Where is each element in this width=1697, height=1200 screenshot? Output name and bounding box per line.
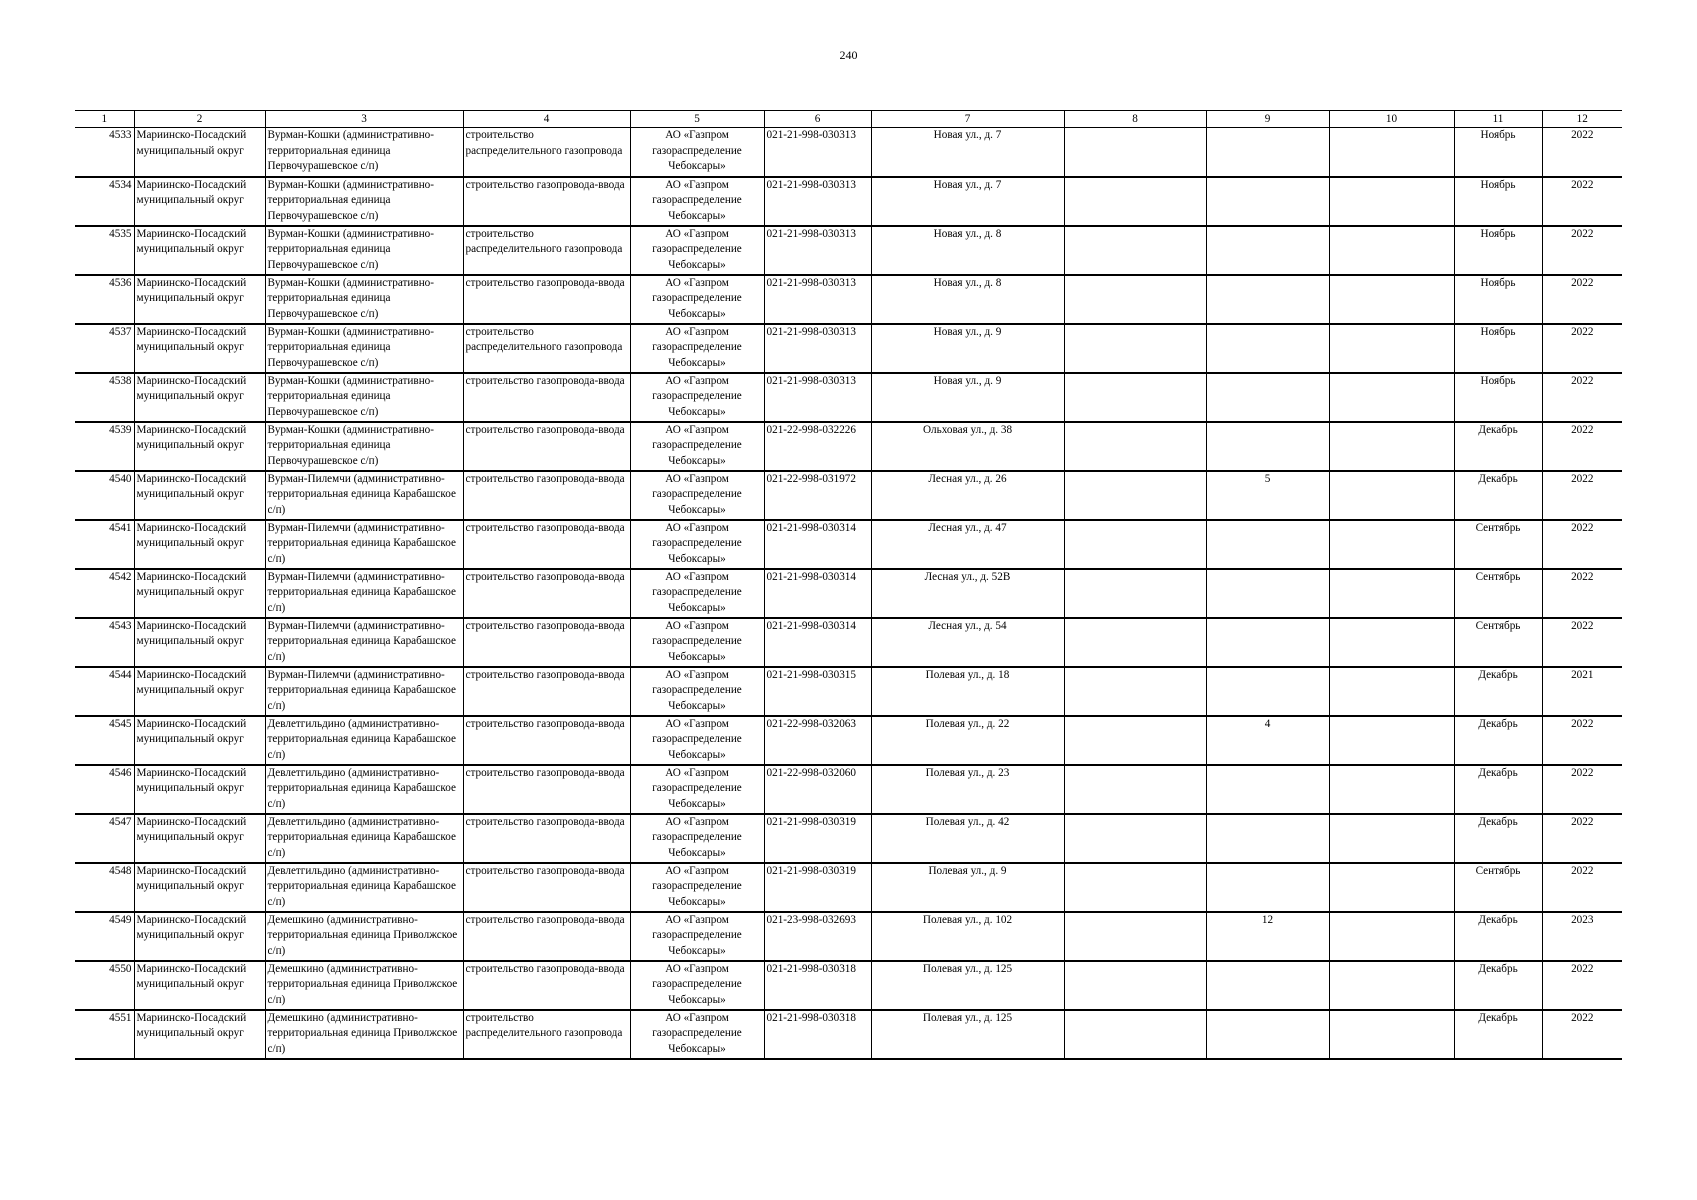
locality-cell: Вурман-Кошки (административно-территориальная единица Первочурашевское с/п) xyxy=(265,177,463,226)
column-header-5: 5 xyxy=(630,111,764,128)
row-number-cell: 4544 xyxy=(75,667,134,716)
address-cell: Новая ул., д. 8 xyxy=(871,226,1064,275)
column-8-cell xyxy=(1064,667,1206,716)
year-cell: 2023 xyxy=(1542,912,1622,961)
column-9-cell: 4 xyxy=(1206,716,1329,765)
work-type-cell: строительство газопровода-ввода xyxy=(463,961,630,1010)
year-cell: 2022 xyxy=(1542,569,1622,618)
row-number-cell: 4537 xyxy=(75,324,134,373)
year-cell: 2022 xyxy=(1542,422,1622,471)
locality-cell: Вурман-Пилемчи (административно-территориальная единица Карабашское с/п) xyxy=(265,569,463,618)
address-cell: Новая ул., д. 8 xyxy=(871,275,1064,324)
table-row xyxy=(75,128,1622,177)
year-cell: 2022 xyxy=(1542,275,1622,324)
column-10-cell xyxy=(1329,373,1454,422)
organization-cell: АО «Газпром газораспределение Чебоксары» xyxy=(630,373,764,422)
address-cell: Полевая ул., д. 23 xyxy=(871,765,1064,814)
column-9-cell xyxy=(1206,422,1329,471)
table-row xyxy=(75,618,1622,667)
column-8-cell xyxy=(1064,1010,1206,1059)
locality-cell: Демешкино (административно-территориальная единица Приволжское с/п) xyxy=(265,1010,463,1059)
month-cell: Ноябрь xyxy=(1454,226,1542,275)
work-type-cell: строительство газопровода-ввода xyxy=(463,520,630,569)
column-10-cell xyxy=(1329,667,1454,716)
district-cell: Мариинско-Посадский муниципальный округ xyxy=(134,1010,265,1059)
year-cell: 2022 xyxy=(1542,471,1622,520)
row-number-cell: 4545 xyxy=(75,716,134,765)
locality-cell: Демешкино (административно-территориальная единица Приволжское с/п) xyxy=(265,912,463,961)
table-row xyxy=(75,226,1622,275)
address-cell: Лесная ул., д. 47 xyxy=(871,520,1064,569)
object-code-cell: 021-21-998-030313 xyxy=(764,128,871,177)
district-cell: Мариинско-Посадский муниципальный округ xyxy=(134,814,265,863)
year-cell: 2022 xyxy=(1542,618,1622,667)
year-cell: 2022 xyxy=(1542,716,1622,765)
table-row xyxy=(75,569,1622,618)
column-8-cell xyxy=(1064,912,1206,961)
work-type-cell: строительство газопровода-ввода xyxy=(463,422,630,471)
column-8-cell xyxy=(1064,863,1206,912)
work-type-cell: строительство газопровода-ввода xyxy=(463,667,630,716)
district-cell: Мариинско-Посадский муниципальный округ xyxy=(134,128,265,177)
year-cell: 2022 xyxy=(1542,226,1622,275)
address-cell: Полевая ул., д. 102 xyxy=(871,912,1064,961)
address-cell: Лесная ул., д. 26 xyxy=(871,471,1064,520)
address-cell: Новая ул., д. 7 xyxy=(871,177,1064,226)
organization-cell: АО «Газпром газораспределение Чебоксары» xyxy=(630,177,764,226)
district-cell: Мариинско-Посадский муниципальный округ xyxy=(134,520,265,569)
work-type-cell: строительство распределительного газопровода xyxy=(463,128,630,177)
year-cell: 2022 xyxy=(1542,520,1622,569)
column-10-cell xyxy=(1329,324,1454,373)
table-row xyxy=(75,422,1622,471)
month-cell: Декабрь xyxy=(1454,667,1542,716)
row-number-cell: 4547 xyxy=(75,814,134,863)
column-10-cell xyxy=(1329,471,1454,520)
organization-cell: АО «Газпром газораспределение Чебоксары» xyxy=(630,471,764,520)
locality-cell: Девлетгильдино (административно-территориальная единица Карабашское с/п) xyxy=(265,814,463,863)
column-8-cell xyxy=(1064,275,1206,324)
work-type-cell: строительство распределительного газопровода xyxy=(463,324,630,373)
column-8-cell xyxy=(1064,226,1206,275)
work-type-cell: строительство газопровода-ввода xyxy=(463,177,630,226)
table-row xyxy=(75,716,1622,765)
locality-cell: Вурман-Пилемчи (административно-территориальная единица Карабашское с/п) xyxy=(265,667,463,716)
work-type-cell: строительство газопровода-ввода xyxy=(463,863,630,912)
district-cell: Мариинско-Посадский муниципальный округ xyxy=(134,569,265,618)
district-cell: Мариинско-Посадский муниципальный округ xyxy=(134,373,265,422)
column-8-cell xyxy=(1064,520,1206,569)
district-cell: Мариинско-Посадский муниципальный округ xyxy=(134,961,265,1010)
address-cell: Новая ул., д. 9 xyxy=(871,324,1064,373)
month-cell: Декабрь xyxy=(1454,912,1542,961)
column-header-2: 2 xyxy=(134,111,265,128)
object-code-cell: 021-23-998-032693 xyxy=(764,912,871,961)
column-10-cell xyxy=(1329,128,1454,177)
column-9-cell xyxy=(1206,1010,1329,1059)
address-cell: Лесная ул., д. 52В xyxy=(871,569,1064,618)
month-cell: Декабрь xyxy=(1454,422,1542,471)
column-10-cell xyxy=(1329,177,1454,226)
row-number-cell: 4534 xyxy=(75,177,134,226)
column-10-cell xyxy=(1329,226,1454,275)
table-row xyxy=(75,912,1622,961)
object-code-cell: 021-22-998-032060 xyxy=(764,765,871,814)
column-header-10: 10 xyxy=(1329,111,1454,128)
column-9-cell xyxy=(1206,961,1329,1010)
month-cell: Декабрь xyxy=(1454,765,1542,814)
header-row xyxy=(75,111,1622,128)
year-cell: 2022 xyxy=(1542,765,1622,814)
organization-cell: АО «Газпром газораспределение Чебоксары» xyxy=(630,422,764,471)
work-type-cell: строительство газопровода-ввода xyxy=(463,373,630,422)
column-9-cell xyxy=(1206,667,1329,716)
organization-cell: АО «Газпром газораспределение Чебоксары» xyxy=(630,618,764,667)
organization-cell: АО «Газпром газораспределение Чебоксары» xyxy=(630,961,764,1010)
column-header-11: 11 xyxy=(1454,111,1542,128)
district-cell: Мариинско-Посадский муниципальный округ xyxy=(134,275,265,324)
object-code-cell: 021-22-998-032063 xyxy=(764,716,871,765)
row-number-cell: 4543 xyxy=(75,618,134,667)
column-8-cell xyxy=(1064,961,1206,1010)
year-cell: 2022 xyxy=(1542,373,1622,422)
district-cell: Мариинско-Посадский муниципальный округ xyxy=(134,863,265,912)
locality-cell: Вурман-Кошки (административно-территориальная единица Первочурашевское с/п) xyxy=(265,128,463,177)
column-9-cell xyxy=(1206,814,1329,863)
column-10-cell xyxy=(1329,618,1454,667)
month-cell: Декабрь xyxy=(1454,814,1542,863)
row-number-cell: 4551 xyxy=(75,1010,134,1059)
column-9-cell xyxy=(1206,373,1329,422)
table-row xyxy=(75,471,1622,520)
column-9-cell: 12 xyxy=(1206,912,1329,961)
work-type-cell: строительство распределительного газопровода xyxy=(463,1010,630,1059)
column-header-9: 9 xyxy=(1206,111,1329,128)
column-9-cell: 5 xyxy=(1206,471,1329,520)
locality-cell: Девлетгильдино (административно-территориальная единица Карабашское с/п) xyxy=(265,716,463,765)
column-10-cell xyxy=(1329,716,1454,765)
row-number-cell: 4535 xyxy=(75,226,134,275)
column-8-cell xyxy=(1064,569,1206,618)
row-number-cell: 4536 xyxy=(75,275,134,324)
year-cell: 2021 xyxy=(1542,667,1622,716)
month-cell: Ноябрь xyxy=(1454,275,1542,324)
column-8-cell xyxy=(1064,471,1206,520)
year-cell: 2022 xyxy=(1542,177,1622,226)
address-cell: Полевая ул., д. 42 xyxy=(871,814,1064,863)
district-cell: Мариинско-Посадский муниципальный округ xyxy=(134,912,265,961)
table-row xyxy=(75,177,1622,226)
row-number-cell: 4546 xyxy=(75,765,134,814)
work-type-cell: строительство газопровода-ввода xyxy=(463,618,630,667)
column-8-cell xyxy=(1064,422,1206,471)
column-8-cell xyxy=(1064,814,1206,863)
column-9-cell xyxy=(1206,863,1329,912)
object-code-cell: 021-21-998-030318 xyxy=(764,1010,871,1059)
work-type-cell: строительство газопровода-ввода xyxy=(463,569,630,618)
object-code-cell: 021-21-998-030319 xyxy=(764,814,871,863)
object-code-cell: 021-21-998-030314 xyxy=(764,618,871,667)
table-row xyxy=(75,961,1622,1010)
month-cell: Декабрь xyxy=(1454,471,1542,520)
month-cell: Сентябрь xyxy=(1454,569,1542,618)
address-cell: Полевая ул., д. 22 xyxy=(871,716,1064,765)
organization-cell: АО «Газпром газораспределение Чебоксары» xyxy=(630,716,764,765)
district-cell: Мариинско-Посадский муниципальный округ xyxy=(134,667,265,716)
locality-cell: Вурман-Пилемчи (административно-территориальная единица Карабашское с/п) xyxy=(265,520,463,569)
row-number-cell: 4538 xyxy=(75,373,134,422)
address-cell: Полевая ул., д. 125 xyxy=(871,961,1064,1010)
locality-cell: Вурман-Кошки (административно-территориальная единица Первочурашевское с/п) xyxy=(265,275,463,324)
year-cell: 2022 xyxy=(1542,128,1622,177)
column-header-3: 3 xyxy=(265,111,463,128)
row-number-cell: 4548 xyxy=(75,863,134,912)
object-code-cell: 021-21-998-030313 xyxy=(764,373,871,422)
row-number-cell: 4541 xyxy=(75,520,134,569)
organization-cell: АО «Газпром газораспределение Чебоксары» xyxy=(630,912,764,961)
column-10-cell xyxy=(1329,1010,1454,1059)
table-row xyxy=(75,520,1622,569)
object-code-cell: 021-21-998-030319 xyxy=(764,863,871,912)
organization-cell: АО «Газпром газораспределение Чебоксары» xyxy=(630,226,764,275)
column-9-cell xyxy=(1206,324,1329,373)
district-cell: Мариинско-Посадский муниципальный округ xyxy=(134,618,265,667)
table-row xyxy=(75,373,1622,422)
column-header-1: 1 xyxy=(75,111,134,128)
organization-cell: АО «Газпром газораспределение Чебоксары» xyxy=(630,765,764,814)
locality-cell: Вурман-Кошки (административно-территориальная единица Первочурашевское с/п) xyxy=(265,226,463,275)
column-10-cell xyxy=(1329,765,1454,814)
organization-cell: АО «Газпром газораспределение Чебоксары» xyxy=(630,863,764,912)
month-cell: Декабрь xyxy=(1454,1010,1542,1059)
column-8-cell xyxy=(1064,716,1206,765)
table-row xyxy=(75,275,1622,324)
object-code-cell: 021-21-998-030313 xyxy=(764,324,871,373)
page-number: 240 xyxy=(839,48,858,62)
month-cell: Декабрь xyxy=(1454,716,1542,765)
column-header-6: 6 xyxy=(764,111,871,128)
year-cell: 2022 xyxy=(1542,324,1622,373)
district-cell: Мариинско-Посадский муниципальный округ xyxy=(134,324,265,373)
column-10-cell xyxy=(1329,275,1454,324)
district-cell: Мариинско-Посадский муниципальный округ xyxy=(134,422,265,471)
table-body xyxy=(75,128,1622,1059)
row-number-cell: 4539 xyxy=(75,422,134,471)
column-8-cell xyxy=(1064,765,1206,814)
table-row xyxy=(75,667,1622,716)
row-number-cell: 4533 xyxy=(75,128,134,177)
district-cell: Мариинско-Посадский муниципальный округ xyxy=(134,226,265,275)
locality-cell: Вурман-Пилемчи (административно-территориальная единица Карабашское с/п) xyxy=(265,471,463,520)
column-10-cell xyxy=(1329,569,1454,618)
column-header-4: 4 xyxy=(463,111,630,128)
column-10-cell xyxy=(1329,961,1454,1010)
table-row xyxy=(75,1010,1622,1059)
month-cell: Сентябрь xyxy=(1454,863,1542,912)
object-code-cell: 021-21-998-030313 xyxy=(764,177,871,226)
object-code-cell: 021-21-998-030313 xyxy=(764,275,871,324)
column-8-cell xyxy=(1064,177,1206,226)
year-cell: 2022 xyxy=(1542,814,1622,863)
column-9-cell xyxy=(1206,520,1329,569)
locality-cell: Вурман-Кошки (административно-территориальная единица Первочурашевское с/п) xyxy=(265,422,463,471)
month-cell: Сентябрь xyxy=(1454,520,1542,569)
address-cell: Лесная ул., д. 54 xyxy=(871,618,1064,667)
address-cell: Новая ул., д. 9 xyxy=(871,373,1064,422)
locality-cell: Вурман-Пилемчи (административно-территориальная единица Карабашское с/п) xyxy=(265,618,463,667)
row-number-cell: 4549 xyxy=(75,912,134,961)
organization-cell: АО «Газпром газораспределение Чебоксары» xyxy=(630,324,764,373)
column-8-cell xyxy=(1064,373,1206,422)
column-9-cell xyxy=(1206,765,1329,814)
district-cell: Мариинско-Посадский муниципальный округ xyxy=(134,716,265,765)
column-9-cell xyxy=(1206,275,1329,324)
object-code-cell: 021-22-998-032226 xyxy=(764,422,871,471)
district-cell: Мариинско-Посадский муниципальный округ xyxy=(134,471,265,520)
column-header-7: 7 xyxy=(871,111,1064,128)
district-cell: Мариинско-Посадский муниципальный округ xyxy=(134,177,265,226)
table-row xyxy=(75,814,1622,863)
column-10-cell xyxy=(1329,912,1454,961)
locality-cell: Вурман-Кошки (административно-территориальная единица Первочурашевское с/п) xyxy=(265,373,463,422)
object-code-cell: 021-21-998-030314 xyxy=(764,520,871,569)
table-row xyxy=(75,765,1622,814)
address-cell: Новая ул., д. 7 xyxy=(871,128,1064,177)
object-code-cell: 021-21-998-030318 xyxy=(764,961,871,1010)
year-cell: 2022 xyxy=(1542,1010,1622,1059)
organization-cell: АО «Газпром газораспределение Чебоксары» xyxy=(630,1010,764,1059)
column-8-cell xyxy=(1064,618,1206,667)
work-type-cell: строительство распределительного газопровода xyxy=(463,226,630,275)
organization-cell: АО «Газпром газораспределение Чебоксары» xyxy=(630,814,764,863)
column-9-cell xyxy=(1206,177,1329,226)
row-number-cell: 4542 xyxy=(75,569,134,618)
work-type-cell: строительство газопровода-ввода xyxy=(463,765,630,814)
month-cell: Декабрь xyxy=(1454,961,1542,1010)
organization-cell: АО «Газпром газораспределение Чебоксары» xyxy=(630,128,764,177)
locality-cell: Вурман-Кошки (административно-территориальная единица Первочурашевское с/п) xyxy=(265,324,463,373)
organization-cell: АО «Газпром газораспределение Чебоксары» xyxy=(630,520,764,569)
work-type-cell: строительство газопровода-ввода xyxy=(463,471,630,520)
work-type-cell: строительство газопровода-ввода xyxy=(463,912,630,961)
address-cell: Полевая ул., д. 125 xyxy=(871,1010,1064,1059)
column-10-cell xyxy=(1329,422,1454,471)
object-code-cell: 021-22-998-031972 xyxy=(764,471,871,520)
district-cell: Мариинско-Посадский муниципальный округ xyxy=(134,765,265,814)
column-9-cell xyxy=(1206,569,1329,618)
column-10-cell xyxy=(1329,814,1454,863)
column-10-cell xyxy=(1329,520,1454,569)
month-cell: Ноябрь xyxy=(1454,324,1542,373)
month-cell: Ноябрь xyxy=(1454,373,1542,422)
address-cell: Полевая ул., д. 9 xyxy=(871,863,1064,912)
table-row xyxy=(75,324,1622,373)
table-header xyxy=(75,111,1622,128)
work-type-cell: строительство газопровода-ввода xyxy=(463,814,630,863)
locality-cell: Демешкино (административно-территориальная единица Приволжское с/п) xyxy=(265,961,463,1010)
month-cell: Ноябрь xyxy=(1454,128,1542,177)
month-cell: Ноябрь xyxy=(1454,177,1542,226)
column-9-cell xyxy=(1206,618,1329,667)
locality-cell: Девлетгильдино (административно-территориальная единица Карабашское с/п) xyxy=(265,863,463,912)
organization-cell: АО «Газпром газораспределение Чебоксары» xyxy=(630,275,764,324)
month-cell: Сентябрь xyxy=(1454,618,1542,667)
work-type-cell: строительство газопровода-ввода xyxy=(463,716,630,765)
object-code-cell: 021-21-998-030313 xyxy=(764,226,871,275)
object-code-cell: 021-21-998-030314 xyxy=(764,569,871,618)
column-9-cell xyxy=(1206,226,1329,275)
address-cell: Ольховая ул., д. 38 xyxy=(871,422,1064,471)
column-9-cell xyxy=(1206,128,1329,177)
column-10-cell xyxy=(1329,863,1454,912)
data-table xyxy=(75,110,1622,1060)
organization-cell: АО «Газпром газораспределение Чебоксары» xyxy=(630,569,764,618)
column-header-12: 12 xyxy=(1542,111,1622,128)
year-cell: 2022 xyxy=(1542,863,1622,912)
column-8-cell xyxy=(1064,324,1206,373)
column-8-cell xyxy=(1064,128,1206,177)
organization-cell: АО «Газпром газораспределение Чебоксары» xyxy=(630,667,764,716)
column-header-8: 8 xyxy=(1064,111,1206,128)
year-cell: 2022 xyxy=(1542,961,1622,1010)
row-number-cell: 4550 xyxy=(75,961,134,1010)
object-code-cell: 021-21-998-030315 xyxy=(764,667,871,716)
table-row xyxy=(75,863,1622,912)
row-number-cell: 4540 xyxy=(75,471,134,520)
address-cell: Полевая ул., д. 18 xyxy=(871,667,1064,716)
work-type-cell: строительство газопровода-ввода xyxy=(463,275,630,324)
locality-cell: Девлетгильдино (административно-территориальная единица Карабашское с/п) xyxy=(265,765,463,814)
